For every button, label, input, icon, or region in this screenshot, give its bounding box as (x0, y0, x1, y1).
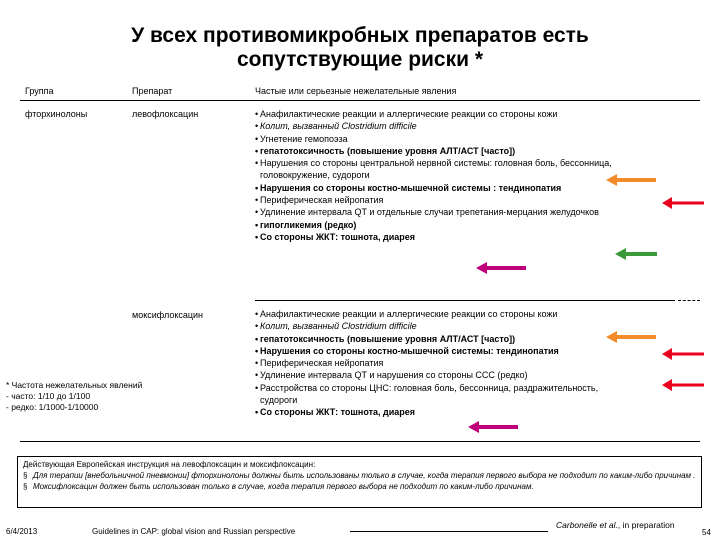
effect-item: • Нарушения со стороны центральной нервной системы: головная боль, бессонница, головокружение, судороги (255, 157, 670, 182)
effect-item: • Удлинение интервала QT и нарушения со стороны ССС (редко) (255, 369, 675, 381)
effect-item: • Нарушения со стороны костно-мышечной системы : тендинопатия (255, 182, 675, 194)
box-heading: Действующая Европейская инструкция на левофлоксацин и моксифлоксацин: (23, 460, 316, 469)
table-bottom-divider (20, 441, 700, 442)
arrow-tendinopathy-levo-icon (662, 197, 704, 209)
row-divider-dashed (678, 300, 700, 301)
effect-item: • Нарушения со стороны костно-мышечной системы: тендинопатия (255, 345, 675, 357)
effect-item: • Колит, вызванный Clostridium difficile (255, 120, 675, 132)
arrow-hepatotoxicity-moxi-icon (606, 331, 656, 343)
effect-item: • Угнетение гемопоэза (255, 133, 675, 145)
effect-item: • Анафилактические реакции и аллергические реакции со стороны кожи (255, 108, 675, 120)
effect-item: • Периферическая нейропатия (255, 194, 675, 206)
footnote-line: * Частота нежелательных явлений (6, 380, 143, 390)
title-line-1: У всех противомикробных препаратов есть (131, 24, 589, 47)
footer-date: 6/4/2013 (6, 527, 38, 536)
row1-drug: левофлоксацин (132, 109, 199, 119)
effect-item: • гипогликемия (редко) (255, 219, 675, 231)
effect-item: • Анафилактические реакции и аллергические реакции со стороны кожи (255, 308, 675, 320)
row2-effects-list (255, 308, 675, 419)
title-line-2: сопутствующие риски * (236, 48, 484, 71)
footnote-line: - часто: 1/10 до 1/100 (6, 391, 91, 401)
footer-citation (556, 520, 675, 530)
effect-item: • Со стороны ЖКТ: тошнота, диарея (255, 406, 675, 418)
effect-item: • Удлинение интервала QT и отдельные случаи трепетания-мерцания желудочков (255, 206, 660, 218)
effect-item: • гепатотоксичность (повышение уровня АЛТ/АСТ [часто]) (255, 333, 675, 345)
box-bullet: § Моксифлоксацин должен быть использован только в случае, когда терапия первого выбора не подходит по каким-либо причинам. (23, 481, 696, 492)
row1-group: фторхинолоны (25, 109, 88, 119)
footnote-line: - редко: 1/1000-1/10000 (6, 402, 99, 412)
citation-rest: , in preparation (617, 520, 675, 530)
arrow-gi-levo-icon (476, 262, 526, 274)
effect-item: • гепатотоксичность (повышение уровня АЛТ/АСТ [часто]) (255, 145, 675, 157)
row-divider (255, 300, 675, 301)
effect-item: • Периферическая нейропатия (255, 357, 675, 369)
footer-subtitle: Guidelines in CAP: global vision and Russian perspective (92, 527, 296, 536)
arrow-gi-moxi-icon (468, 421, 518, 433)
effect-item: • Расстройства со стороны ЦНС: головная боль, бессонница, раздражительность, судороги (255, 382, 610, 407)
frequency-footnote (6, 380, 142, 413)
effect-item: • Со стороны ЖКТ: тошнота, диарея (255, 231, 675, 243)
footer-rule (350, 531, 548, 532)
eu-label-box (17, 456, 702, 508)
citation-author: Carbonelle et al. (556, 520, 618, 530)
header-group: Группа (25, 86, 54, 96)
effect-item: • Колит, вызванный Clostridium difficile (255, 320, 675, 332)
box-bullet: § Для терапии [внебольничной пневмонии] фторхинолоны должны быть использованы только в случае, когда терапия первого выбора не подходит по каким-либо причинам . (23, 470, 696, 481)
arrow-qt-moxi-icon (662, 379, 704, 391)
arrow-hepatotoxicity-levo-icon (606, 174, 656, 186)
row2-drug: моксифлоксацин (132, 310, 204, 320)
page-number: 54 (702, 528, 711, 537)
header-divider (20, 100, 700, 101)
header-drug: Препарат (132, 86, 173, 96)
arrow-tendinopathy-moxi-icon (662, 348, 704, 360)
page-title (60, 24, 660, 72)
header-effects: Частые или серьезные нежелательные явления (255, 86, 457, 96)
arrow-hypoglycemia-levo-icon (615, 248, 657, 260)
